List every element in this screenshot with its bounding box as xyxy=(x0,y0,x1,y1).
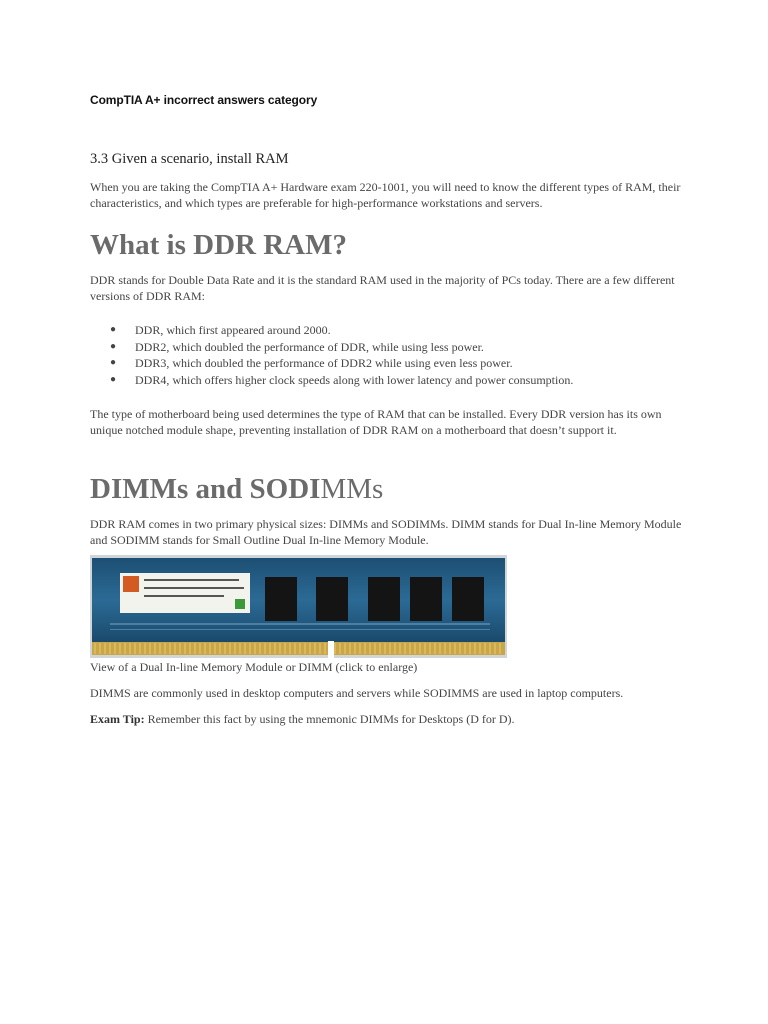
list-item: ● DDR2, which doubled the performance of DDR, while using less power. xyxy=(110,339,484,354)
intro-paragraph: When you are taking the CompTIA A+ Hardware exam 220-1001, you will need to know the different types of RAM, their characteristics, and which types are preferable for high-performance workstations and servers. xyxy=(90,180,681,210)
bullet-icon: ● xyxy=(110,324,117,335)
category-heading: CompTIA A+ incorrect answers category xyxy=(90,93,318,107)
bullet-icon: ● xyxy=(110,374,117,386)
section-title: 3.3 Given a scenario, install RAM xyxy=(90,151,289,167)
ddr-paragraph: DDR stands for Double Data Rate and it is the standard RAM used in the majority of PCs today. There are a few different versions of DDR RAM: xyxy=(90,273,675,303)
list-item: ● DDR, which first appeared around 2000. xyxy=(110,323,331,337)
bullet-icon: ● xyxy=(110,340,117,352)
exam-tip-label: Exam Tip: xyxy=(90,712,145,726)
heading-ddr-ram: What is DDR RAM? xyxy=(90,229,347,261)
heading-dimms-sodimms: DIMMs and SODIMMs xyxy=(90,473,384,505)
motherboard-paragraph: The type of motherboard being used determines the type of RAM that can be installed. Every DDR version has its own unique notched module shape, preventing installation of DDR RAM on a motherboard that doesn’t support it. xyxy=(90,407,662,437)
bullet-icon: ● xyxy=(110,357,117,369)
usage-paragraph: DIMMS are commonly used in desktop computers and servers while SODIMMS are used in laptop computers. xyxy=(90,686,624,700)
exam-tip-text: Remember this fact by using the mnemonic DIMMs for Desktops (D for D). xyxy=(144,712,515,726)
list-item: ● DDR4, which offers higher clock speeds along with lower latency and power consumption. xyxy=(110,373,574,388)
dimm-image[interactable] xyxy=(90,555,507,658)
ddr-version-list xyxy=(110,322,573,389)
image-caption: View of a Dual In-line Memory Module or DIMM (click to enlarge) xyxy=(90,660,418,674)
exam-tip xyxy=(90,711,690,727)
list-item: ● DDR3, which doubled the performance of DDR2 while using even less power. xyxy=(110,356,513,371)
dimm-paragraph: DDR RAM comes in two primary physical sizes: DIMMs and SODIMMs. DIMM stands for Dual In-line Memory Module and SODIMM stands for Small Outline Dual In-line Memory Module. xyxy=(90,517,682,547)
